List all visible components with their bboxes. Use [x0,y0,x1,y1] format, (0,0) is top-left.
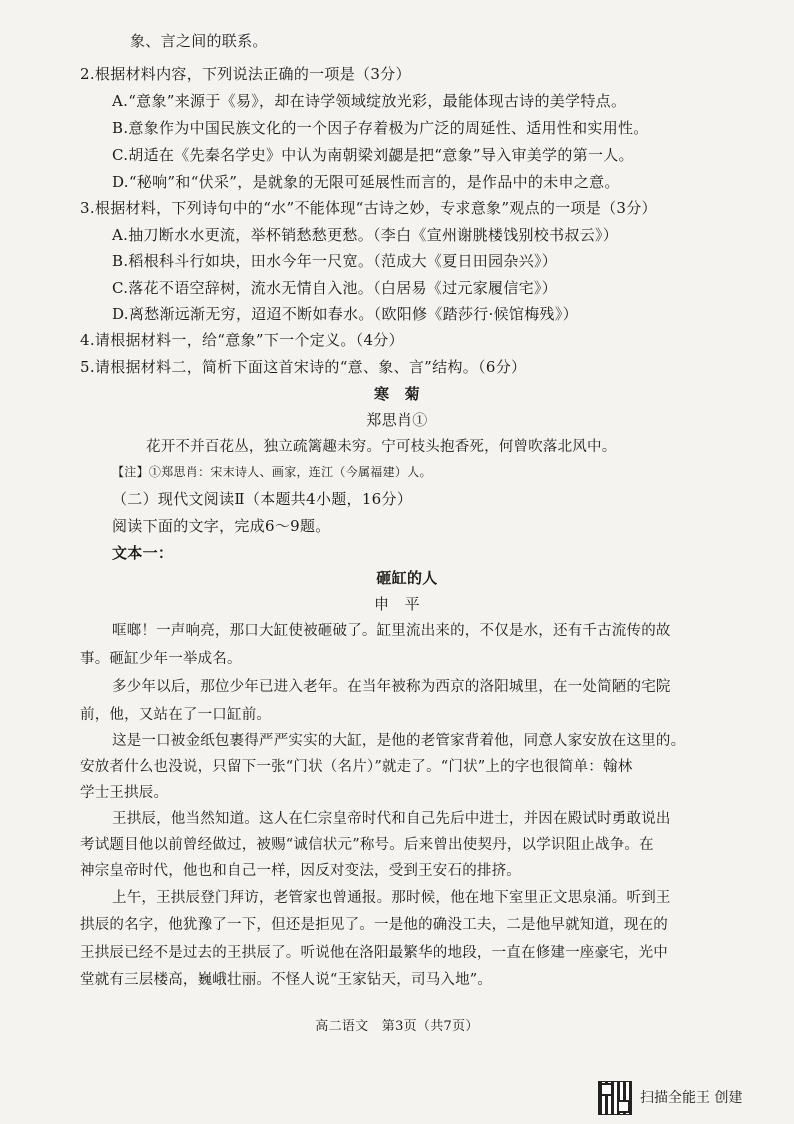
question-3-option-d: D.离愁渐远渐无穷，迢迢不断如春水。（欧阳修《踏莎行·候馆梅残》） [112,305,578,323]
paragraph-line: 这是一口被金纸包裹得严严实实的大缸，是他的老管家背着他，同意人家安放在这里的。 [112,733,686,749]
poem-body: 花开不并百花丛，独立疏篱趣未穷。宁可枝头抱香死，何曾吹落北风中。 [146,439,617,455]
paragraph-line: 堂就有三层楼高，巍峨壮丽。不怪人说“王家钻天，司马入地”。 [80,972,493,988]
paragraph-line: 神宗皇帝时代，他也和自己一样，因反对变法，受到王安石的排挤。 [80,863,521,879]
section-heading: （二）现代文阅读Ⅱ（本题共4小题，16分） [112,490,413,508]
paragraph-line: 前，他，又站在了一口缸前。 [80,707,272,723]
paragraph-line: 事。砸缸少年一举成名。 [80,651,242,667]
paragraph-line: 学士王拱辰。 [80,785,169,801]
question-2-option-a: A.“意象”来源于《易》，却在诗学领域绽放光彩，最能体现古诗的美学特点。 [112,92,627,110]
text-line: 象、言之间的联系。 [130,32,268,50]
poem-author: 郑思肖① [366,411,428,429]
question-5: 5.请根据材料二，简析下面这首宋诗的“意、象、言”结构。（6分） [80,358,527,376]
poem-title: 寒 菊 [374,385,420,403]
question-3: 3.根据材料，下列诗句中的“水”不能体现“古诗之妙，专求意象”观点的一项是（3分） [80,199,657,217]
question-2-option-b: B.意象作为中国民族文化的一个因子存着极为广泛的周延性、适用性和实用性。 [112,119,649,137]
paragraph-line: 王拱辰，他当然知道。这人在仁宗皇帝时代和自己先后中进士，并因在殿试时勇敢说出 [112,811,671,827]
question-3-option-b: B.稻根科斗行如块，田水今年一尺宽。（范成大《夏日田园杂兴》） [112,252,558,270]
story-title: 砸缸的人 [376,569,438,587]
paragraph-line: 多少年以后，那位少年已进入老年。在当年被称为西京的洛阳城里，在一处简陋的宅院 [112,679,671,695]
paragraph-line: 上午，王拱辰登门拜访，老管家也曾通报。那时候，他在地下室里正文思泉涌。听到王 [112,890,671,906]
question-3-option-c: C.落花不语空辞树，流水无情自入池。（白居易《过元家履信宅》） [112,279,558,297]
paragraph-line: 哐啷！一声响亮，那口大缸使被砸破了。缸里流出来的，不仅是水，还有千古流传的故 [112,623,671,639]
question-2: 2.根据材料内容，下列说法正确的一项是（3分） [80,65,411,83]
poem-note: 【注】①郑思肖：宋末诗人、画家，连江（今属福建）人。 [112,465,432,479]
paragraph-line: 拱辰的名字，他犹豫了一下，但还是拒见了。一是他的确没工夫，二是他早就知道，现在的 [80,917,668,933]
question-2-option-d: D.“秘响”和“伏采”，是就象的无限可延展性而言的，是作品中的未申之意。 [112,173,620,191]
question-3-option-a: A.抽刀断水水更流，举杯销愁愁更愁。（李白《宣州谢朓楼饯别校书叔云》） [112,226,619,244]
story-author: 申 平 [374,595,420,613]
paragraph-line: 安放者什么也没说，只留下一张“门状（名片）”就走了。“门状”上的字也很简单：翰林 [80,759,633,775]
question-4: 4.请根据材料一，给“意象”下一个定义。（4分） [80,331,404,349]
qr-code-icon [598,1081,632,1115]
question-2-option-c: C.胡适在《先秦名学史》中认为南朝梁刘勰是把“意象”导入审美学的第一人。 [112,146,634,164]
scanner-watermark: 扫描全能王 创建 [640,1090,743,1106]
paragraph-line: 考试题目他以前曾经做过，被赐“诚信状元”称号。后来曾出使契丹，以学识阻止战争。在 [80,837,654,853]
text-label: 文本一： [112,544,174,562]
instruction: 阅读下面的文字，完成6～9题。 [112,517,331,535]
page-footer: 高二语文 第3页（共7页） [315,1019,479,1034]
paragraph-line: 王拱辰已经不是过去的王拱辰了。听说他在洛阳最繁华的地段，一直在修建一座豪宅，光中 [80,945,668,961]
